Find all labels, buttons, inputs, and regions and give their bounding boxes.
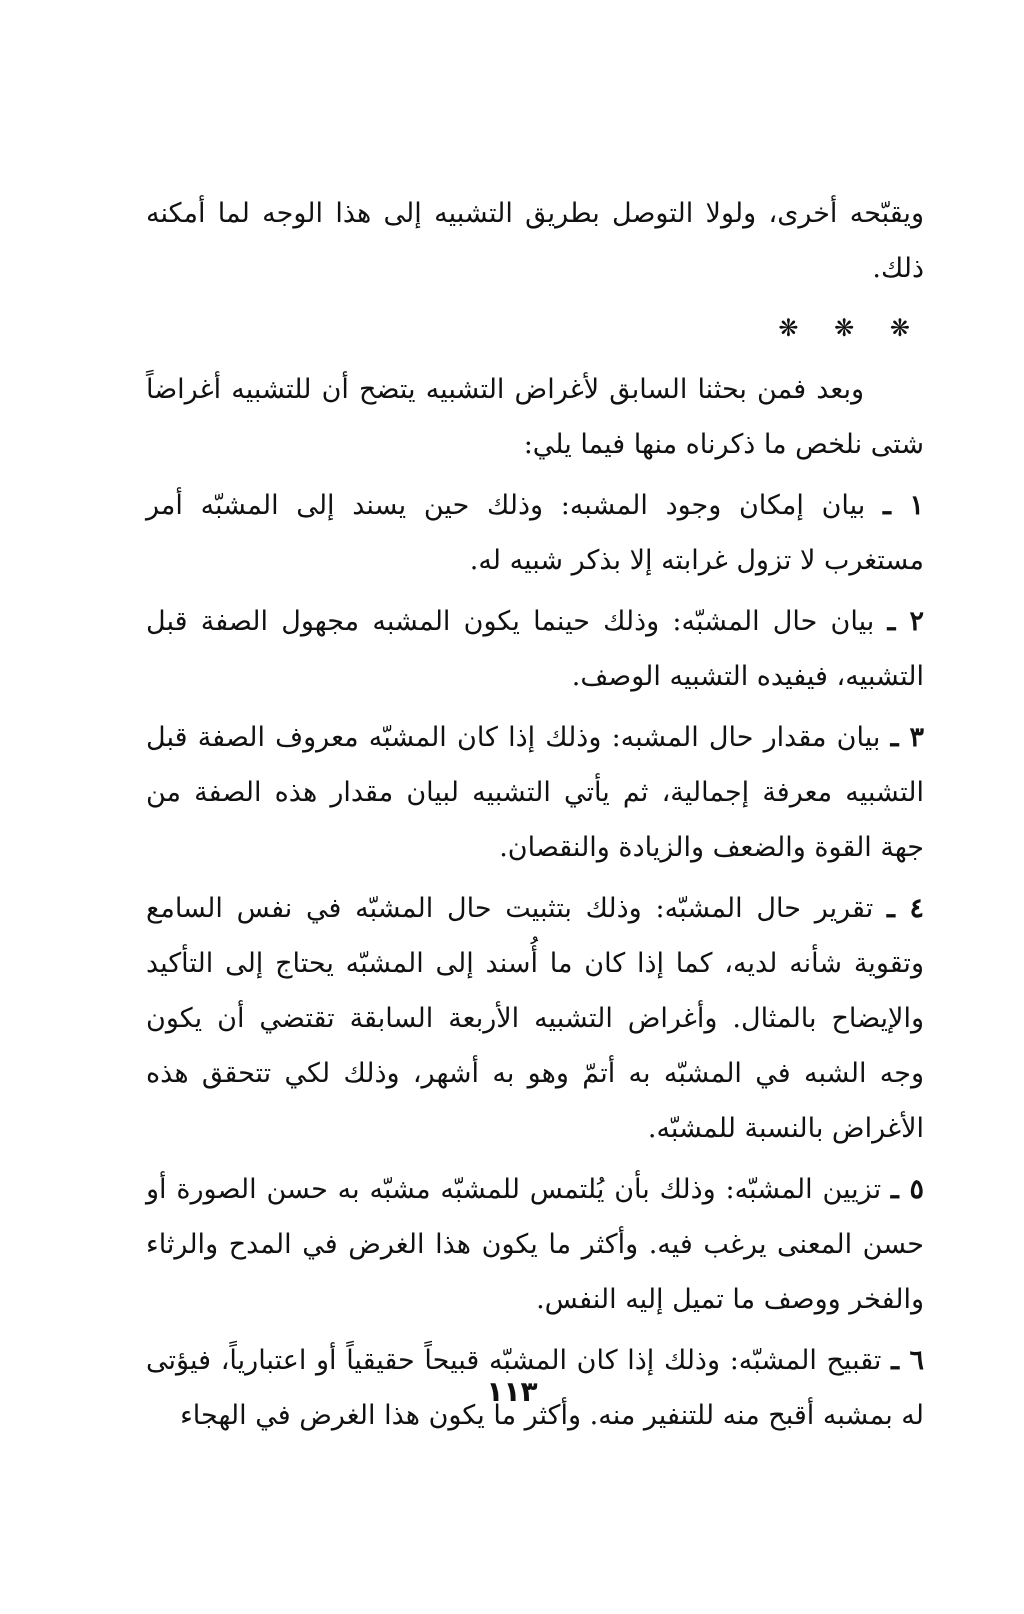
item-number: ٤ ـ xyxy=(887,893,925,924)
item-number: ٦ ـ xyxy=(891,1345,925,1376)
item-heading: تزيين المشبّه: xyxy=(725,1174,882,1205)
item-heading: تقرير حال المشبّه: xyxy=(655,893,874,924)
item-heading: تقبيح المشبّه: xyxy=(729,1345,882,1376)
list-item xyxy=(146,594,924,704)
list-item xyxy=(146,710,924,875)
section-separator: ❋ ❋ ❋ xyxy=(778,314,924,342)
item-text: وذلك بأن يُلتمس للمشبّه مشبّه به حسن الصورة أو حسن المعنى يرغب فيه. وأكثر ما يكون هذا الغرض في المدح والرثاء والفخر ووصف ما تميل إليه النفس. xyxy=(146,1174,924,1315)
item-text: وذلك إذا كان المشبّه قبيحاً حقيقياً أو اعتبارياً، فيؤتى له بمشبه أقبح منه للتنفير منه. وأكثر ما يكون هذا الغرض في الهجاء xyxy=(146,1345,924,1431)
item-number: ٢ ـ xyxy=(887,606,924,637)
list-item xyxy=(146,478,924,588)
item-heading: بيان مقدار حال المشبه: xyxy=(611,722,881,753)
item-heading: بيان إمكان وجود المشبه: xyxy=(560,490,866,521)
item-text: وذلك إذا كان المشبّه معروف الصفة قبل التشبيه معرفة إجمالية، ثم يأتي التشبيه لبيان مقدار هذه الصفة من جهة القوة والضعف والزيادة والنقصان. xyxy=(146,722,924,863)
opening-paragraph: ويقبّحه أخرى، ولولا التوصل بطريق التشبيه إلى هذا الوجه لما أمكنه ذلك. xyxy=(146,198,924,284)
item-number: ٥ ـ xyxy=(890,1174,924,1205)
intro-paragraph: وبعد فمن بحثنا السابق لأغراض التشبيه يتضح أن للتشبيه أغراضاً شتى نلخص ما ذكرناه منها فيما يلي: xyxy=(146,374,924,460)
page-body xyxy=(146,186,924,1449)
page-number: ١١٣ xyxy=(486,1375,538,1408)
item-number: ٣ ـ xyxy=(890,722,924,753)
list-item xyxy=(146,881,924,1156)
item-text: وذلك حينما يكون المشبه مجهول الصفة قبل التشبيه، فيفيده التشبيه الوصف. xyxy=(146,606,924,692)
item-number: ١ ـ xyxy=(883,490,924,521)
item-text: وذلك بتثبيت حال المشبّه في نفس السامع وتقوية شأنه لديه، كما إذا كان ما أُسند إلى المشبّه يحتاج إلى التأكيد والإيضاح بالمثال. وأغراض التشبيه الأربعة السابقة تقتضي أن يكون وجه الشبه في المشبّه به أتمّ وهو به أشهر، وذلك لكي تتحقق هذه الأغراض بالنسبة للمشبّه. xyxy=(146,893,924,1144)
item-text: وذلك حين يسند إلى المشبّه أمر مستغرب لا تزول غرابته إلا بذكر شبيه له. xyxy=(146,490,924,576)
item-heading: بيان حال المشبّه: xyxy=(672,606,875,637)
list-item xyxy=(146,1162,924,1327)
